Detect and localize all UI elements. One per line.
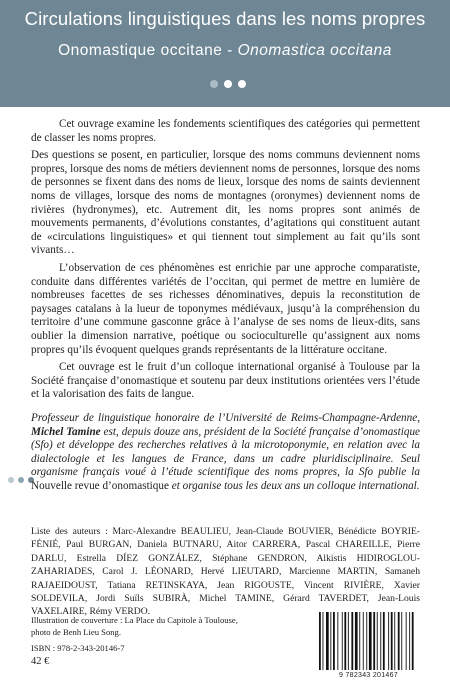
price: 42 € (31, 656, 50, 667)
author-name: Michel Tamine (31, 425, 101, 438)
subtitle-italic: Onomastica occitana (237, 42, 392, 59)
author-bio-text: est, depuis douze ans, président de la Société française d’onomastique (Sfo) et développe des recherches relatives à la microtoponymie, en relation avec la dialectologie et les langues de France, dans un cadre pluridisciplinaire. Seul organisme français voué à l’étude scientifique des noms propres, la Sfo publie la (31, 425, 421, 479)
author-bio (31, 412, 420, 494)
author-bio-text: Professeur de linguistique honoraire de l’Université de Reims-Champagne-Ardenne, (31, 412, 420, 424)
journal-name: Nouvelle revue d’onomastique (31, 479, 169, 492)
isbn: ISBN : 978-2-343-20146-7 (31, 643, 125, 653)
description-paragraph: Cet ouvrage examine les fondements scientifiques des catégories qui permettent de classer les noms propres. (31, 118, 420, 144)
book-title: Circulations linguistiques dans les noms propres (24, 8, 426, 29)
barcode-number: 9 782343 201467 (339, 672, 398, 679)
credits-line: Illustration de couverture : La Place du Capitole à Toulouse, (31, 615, 238, 625)
authors-list: Liste des auteurs : Marc-Alexandre BEAULIEU, Jean-Claude BOUVIER, Bénédicte BOYRIE-FÉNIÉ, Paul BURGAN, Daniela BUTNARU, Aitor CARRERA, Pascal CHAREILLE, Pierre DARLU, Estrella DÍEZ GONZÁLEZ, Stéphane GENDRON, Alkistis HIDIROGLOU-ZAHARIADES, Carol J. LÉONARD, Hervé LIEUTARD, Marcienne MARTIN, Samaneh RAJAEIDOUST, Tatiana RETINSKAYA, Jean RIGOUSTE, Vincent RIVIÈRE, Xavier SOLDEVILA, Jordi Suïls SUBIRÀ, Michel TAMINE, Gérard TAVERDET, Jean-Louis VAXELAIRE, Rémy VERDO. (31, 526, 420, 618)
book-subtitle (0, 42, 450, 60)
description-paragraph: Cet ouvrage est le fruit d’un colloque international organisé à Toulouse par la Société française d’onomastique et soutenu par deux institutions orientées vers l’étude et la valorisation des faits de langue. (31, 361, 420, 401)
credits-line: photo de Benh Lieu Song. (31, 627, 121, 637)
subtitle-regular: Onomastique occitane - (58, 42, 238, 59)
header-dot-icon (224, 80, 232, 88)
description-paragraph: L’observation de ces phénomènes est enrichie par une approche comparatiste, conduite dans différentes variétés de l’occitan, qui permet de mettre en lumière de nombreuses facettes de ses richesses dénominatives, depuis la reconstitution de paysages catalans à la lueur de toponymes médiévaux, jusqu’à la compréhension du territoire d’une commune gasconne grâce à l’analyse de ses noms de lieux-dits, sans oublier la dimension narrative, poétique ou socioculturelle qu’assignent aux noms propres qu’ils évoquent quelques grands représentants de la littérature occitane. (31, 261, 420, 356)
barcode-bars (315, 610, 422, 672)
description-paragraph: Des questions se posent, en particulier, lorsque des noms communs deviennent noms propres, lorsque des noms de métiers deviennent noms de personnes, lorsque des noms de personnes se fixent dans des noms de lieux, lorsque des noms de saints deviennent noms de villages, lorsque des noms de montagnes (oronymes) deviennent noms de rivières (hydronymes), etc. Autrement dit, les noms propres sont animés de mouvements permanents, d’évolutions constantes, d’agitations qui constituent autant de «circulations linguistiques» et qui tiennent tout simplement au fait qu’ils sont vivants… (31, 149, 421, 257)
header-dots (210, 80, 246, 88)
side-dot-icon (18, 477, 24, 483)
cover-credits (31, 614, 271, 638)
author-bio-text: et organise tous les deux ans un colloque international. (168, 479, 420, 492)
side-dot-icon (8, 477, 14, 483)
description (31, 118, 420, 406)
cover-header-band (0, 0, 450, 107)
header-dot-icon (210, 80, 218, 88)
header-dot-icon (238, 80, 246, 88)
